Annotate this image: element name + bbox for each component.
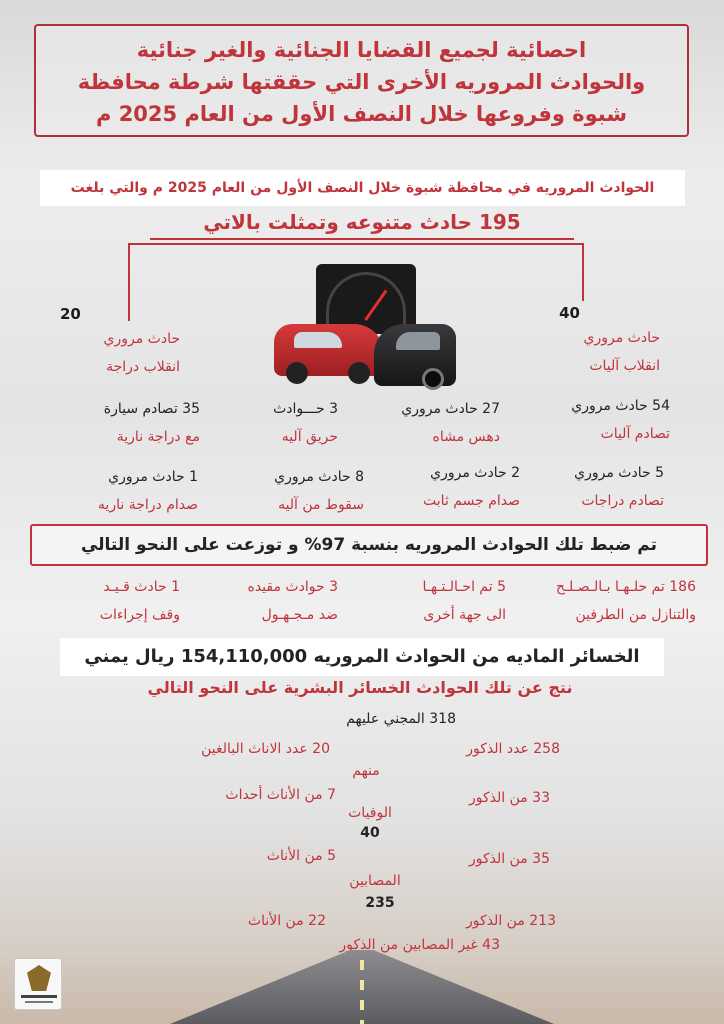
males-2: 33 من الذكور xyxy=(468,790,550,806)
control-item-unknown: 3 حوادث مقيده ضد مـجـهـول xyxy=(247,579,338,623)
control-item-referred: 5 تم احـالـتـهـا الى جهة أخرى xyxy=(422,579,506,623)
control-banner: تم ضبط تلك الحوادث المروريه بنسبة 97% و توزعت على النحو التالي xyxy=(30,524,708,566)
injured-males: 213 من الذكور xyxy=(466,913,556,929)
juvenile-females: 7 من الأناث أحداث xyxy=(225,787,336,803)
type-row1-3: 27 حادث مروري دهس مشاه xyxy=(401,401,500,445)
title-line-2: والحوادث المروريه الأخرى التي حققتها شرطة محافظة xyxy=(77,70,646,94)
intro-headline: 195 حادث متنوعه وتمثلت بالاتي xyxy=(150,210,574,240)
deaths-females: 5 من الأناث xyxy=(266,848,336,864)
injured-label: المصابين xyxy=(349,873,401,889)
deaths-males: 35 من الذكور xyxy=(468,851,550,867)
victims-total: 318 المجني عليهم xyxy=(346,711,456,727)
type-row1-4: 54 حادث مروري تصادم آليات xyxy=(571,398,670,442)
of-them-label: منهم xyxy=(352,763,380,779)
type-overturn-bike-line1: حادث مروري xyxy=(103,331,180,347)
type-overturn-vehicles xyxy=(520,302,660,377)
car-crash-image xyxy=(270,262,460,392)
black-car-icon xyxy=(374,324,456,386)
title-line-1: احصائية لجميع القضايا الجنائية والغير جنائية xyxy=(136,38,587,62)
intro-banner: الحوادث المروريه في محافظة شبوة خلال النصف الأول من العام 2025 م والتي بلغت xyxy=(40,170,685,206)
title-line-3: شبوة وفروعها خلال النصف الأول من العام 2025 م xyxy=(95,102,627,126)
bracket-right xyxy=(582,243,584,301)
type-row2-3: 2 حادث مروري صدام جسم ثابت xyxy=(423,465,520,509)
type-overturn-vehicles-count: 40 xyxy=(559,304,580,322)
type-row2-4: 5 حادث مروري تصادم دراجات xyxy=(574,465,664,509)
type-overturn-bike xyxy=(60,303,180,378)
control-item-reconciled: 186 تم حلـهـا بـالـصـلـح والتنازل من الطرفين xyxy=(555,579,696,623)
injured-other: 43 غير المصابين من الذكور xyxy=(339,937,500,953)
police-logo xyxy=(14,958,62,1010)
type-row1-1: 35 تصادم سيارة مع دراجة نارية xyxy=(103,401,200,445)
injured-females: 22 من الأناث xyxy=(247,913,326,929)
eagle-emblem-icon xyxy=(27,965,51,991)
red-car-icon xyxy=(274,324,384,376)
males-total: 258 عدد الذكور xyxy=(466,741,560,757)
losses-subtitle: نتج عن تلك الحوادث الخسائر البشرية على النحو التالي xyxy=(147,678,573,697)
type-row1-2: 3 حـــوادث حريق آليه xyxy=(273,401,338,445)
type-overturn-bike-count: 20 xyxy=(60,305,81,323)
type-overturn-vehicles-line1: حادث مروري xyxy=(583,330,660,346)
injured-total: 235 xyxy=(365,895,395,911)
deaths-total: 40 xyxy=(360,825,380,841)
control-item-suspended: 1 حادث قـيـد وقف إجراءات xyxy=(99,579,180,623)
type-overturn-vehicles-line2: انقلاب آليات xyxy=(589,358,660,374)
bracket-top xyxy=(128,243,584,245)
road-center-line xyxy=(360,960,364,1024)
deaths-label: الوفيات xyxy=(348,805,392,821)
title-box xyxy=(34,24,689,137)
type-row2-2: 8 حادث مروري سقوط من آليه xyxy=(274,469,364,513)
type-overturn-bike-line2: انقلاب دراجة xyxy=(106,359,180,375)
losses-banner: الخسائر الماديه من الحوادث المروريه 154,110,000 ريال يمني xyxy=(60,638,664,676)
adult-females: 20 عدد الاناث البالغين xyxy=(201,741,330,757)
type-row2-1: 1 حادث مروري صدام دراجة ناريه xyxy=(97,469,198,513)
